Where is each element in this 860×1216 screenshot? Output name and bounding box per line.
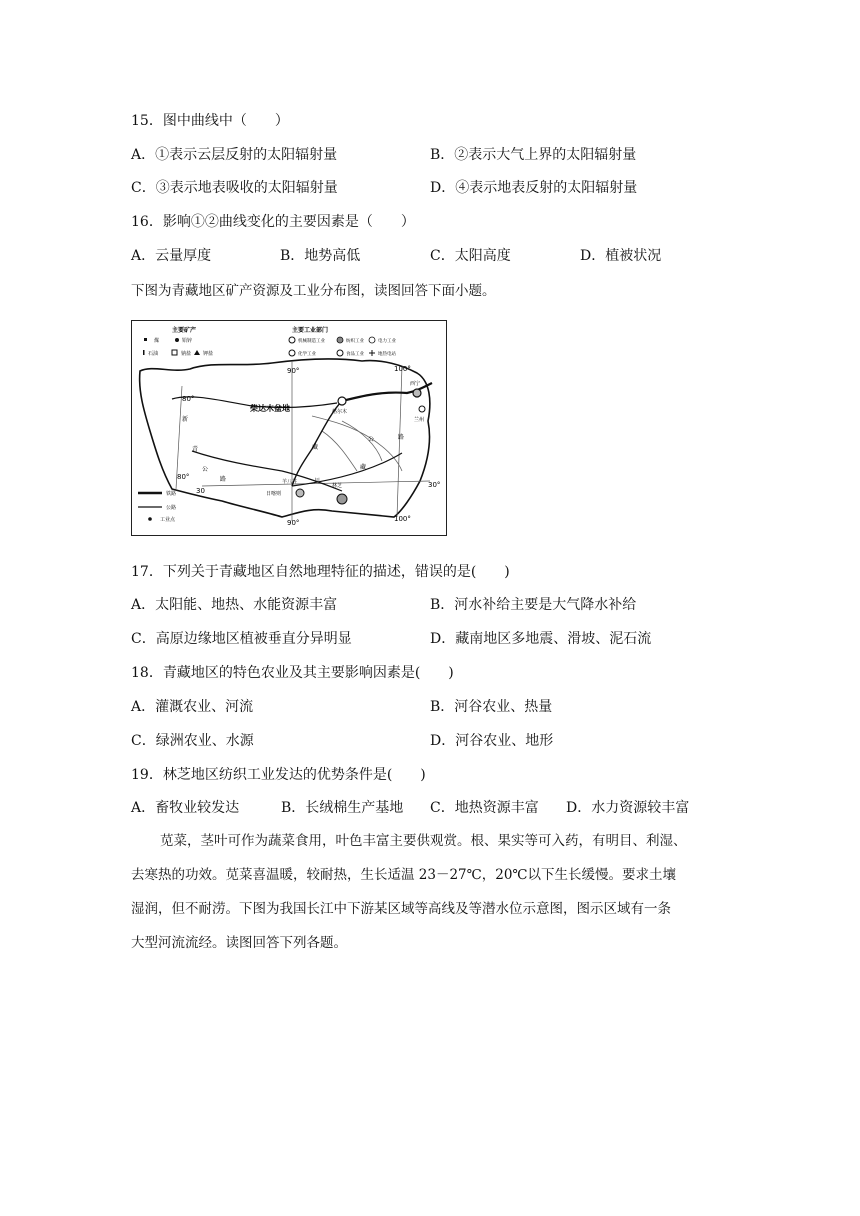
power-symbol: [369, 337, 375, 343]
road-label: 公: [368, 436, 375, 443]
lon-100-top: 100°: [394, 365, 411, 373]
region-border: [140, 359, 430, 517]
map-intro: 下图为青藏地区矿产资源及工业分布图，读图回答下面小题。: [131, 283, 496, 299]
q17-option-b: B．河水补给主要是大气降水补给: [430, 597, 637, 613]
q17-option-a: A．太阳能、地热、水能资源丰富: [131, 597, 338, 613]
road-label: 青: [192, 446, 199, 453]
q17-option-c: C．高原边缘地区植被垂直分异明显: [131, 631, 352, 647]
leadzinc-symbol: [175, 338, 179, 342]
geothermal-symbol: [369, 350, 375, 356]
q16-option-d: D．植被状况: [580, 248, 662, 264]
q15-option-d: D．④表示地表反射的太阳辐射量: [430, 180, 638, 196]
food-symbol: [337, 350, 343, 356]
lat-30-left: 30: [196, 487, 205, 495]
legend-food: 食品工业: [346, 352, 364, 357]
road-label: 路: [398, 434, 405, 441]
map-svg: [132, 321, 445, 534]
salt-symbol: [172, 350, 177, 355]
river: [322, 431, 357, 471]
legend-power: 电力工业: [378, 339, 396, 344]
lat-30-right: 30°: [428, 481, 441, 489]
q19-option-b: B．长绒棉生产基地: [281, 800, 404, 816]
road-label: 藏: [312, 444, 319, 451]
textile-symbol: [337, 337, 343, 343]
highway: [192, 451, 342, 491]
q18-option-b: B．河谷农业、热量: [430, 699, 553, 715]
oil-symbol: [143, 350, 145, 355]
legend-coal: 煤: [154, 338, 160, 344]
road-label: 路: [220, 476, 227, 483]
q15-option-c: C．③表示地表吸收的太阳辐射量: [131, 180, 338, 196]
q18-stem: 18．青藏地区的特色农业及其主要影响因素是( ): [131, 665, 454, 681]
xining-label: 西宁: [410, 381, 421, 387]
legend-geothermal: 地热电站: [378, 352, 396, 357]
legend-potash: 钾盐: [203, 351, 214, 357]
q15-option-b: B．②表示大气上界的太阳辐射量: [430, 147, 637, 163]
q17-option-d: D．藏南地区多地震、滑坡、泥石流: [430, 631, 652, 647]
q16-option-b: B．地势高低: [280, 248, 361, 264]
q16-option-c: C．太阳高度: [430, 248, 511, 264]
legend-oil: 石油: [148, 351, 159, 357]
lon-80-top: 80°: [182, 395, 195, 403]
nyingchi-label: 林芝: [332, 483, 343, 489]
q16-option-a: A．云量厚度: [131, 248, 212, 264]
shigatse-label: 日喀则: [266, 491, 282, 497]
passage-line-4: 大型河流流经。读图回答下列各题。: [131, 935, 347, 951]
legend-textile: 纺织工业: [346, 339, 364, 344]
lon-80-bottom: 80°: [177, 473, 190, 481]
q17-stem: 17．下列关于青藏地区自然地理特征的描述，错误的是( ): [131, 564, 510, 580]
qinghai-tibet-industry-map: [131, 320, 447, 536]
legend-salt: 钠盐: [181, 351, 192, 357]
passage-line-1: 苋菜，茎叶可作为蔬菜食用，叶色丰富主要供观赏。根、果实等可入药，有明目、利湿、: [160, 833, 687, 849]
q15-option-a: A．①表示云层反射的太阳辐射量: [131, 147, 338, 163]
q18-option-c: C．绿洲农业、水源: [131, 733, 254, 749]
road-label: 川: [314, 478, 321, 485]
legend-leadzinc: 铅锌: [182, 338, 193, 344]
yangbajing-marker: [296, 489, 304, 497]
q16-stem: 16．影响①②曲线变化的主要因素是（ ）: [131, 214, 415, 230]
q18-option-d: D．河谷农业、地形: [430, 733, 554, 749]
legend-highway: 公路: [166, 505, 177, 511]
road-label: 藏: [360, 464, 367, 471]
q19-option-a: A．畜牧业较发达: [131, 800, 240, 816]
legend-machinery: 机械制造工业: [298, 339, 325, 344]
q19-option-d: D．水力资源较丰富: [566, 800, 690, 816]
highway: [292, 453, 402, 486]
nyingchi-marker: [337, 494, 347, 504]
golmud-marker: [338, 397, 346, 405]
legend-minerals-title: 主要矿产: [172, 327, 197, 334]
legend-industrial-point: 工业点: [160, 517, 176, 523]
golmud-label: 格尔木: [332, 409, 348, 415]
industrial-point-symbol: [148, 517, 152, 521]
road-label: 公: [202, 466, 209, 473]
xining-marker: [413, 389, 421, 397]
basin-label: 柴达木盆地: [250, 404, 290, 413]
lon-90-bottom: 90°: [287, 519, 300, 527]
q15-stem: 15．图中曲线中（ ）: [131, 113, 289, 129]
legend-railway: 铁路: [166, 491, 177, 497]
meridian-100: [397, 366, 405, 517]
q19-option-c: C．地热资源丰富: [430, 800, 539, 816]
yangbajing-label: 羊八井: [282, 479, 298, 485]
passage-line-3: 湿润，但不耐涝。下图为我国长江中下游某区域等高线及等潜水位示意图，图示区域有一条: [131, 901, 671, 917]
road-label: 新: [182, 416, 189, 423]
lon-100-bottom: 100°: [394, 515, 411, 523]
lanzhou-label: 兰州: [414, 417, 425, 423]
coal-symbol: [144, 338, 147, 341]
lanzhou-marker: [419, 406, 425, 412]
q18-option-a: A．灌溉农业、河流: [131, 699, 254, 715]
q19-stem: 19．林芝地区纺织工业发达的优势条件是( ): [131, 767, 426, 783]
machinery-symbol: [289, 337, 295, 343]
chemical-symbol: [289, 350, 295, 356]
lon-90-top: 90°: [287, 367, 300, 375]
passage-line-2: 去寒热的功效。苋菜喜温暖，较耐热，生长适温 23－27℃，20℃以下生长缓慢。要求土壤: [131, 867, 677, 883]
potash-symbol: [194, 350, 200, 355]
legend-industry-title: 主要工业部门: [292, 327, 329, 334]
legend-chemical: 化学工业: [298, 352, 316, 357]
